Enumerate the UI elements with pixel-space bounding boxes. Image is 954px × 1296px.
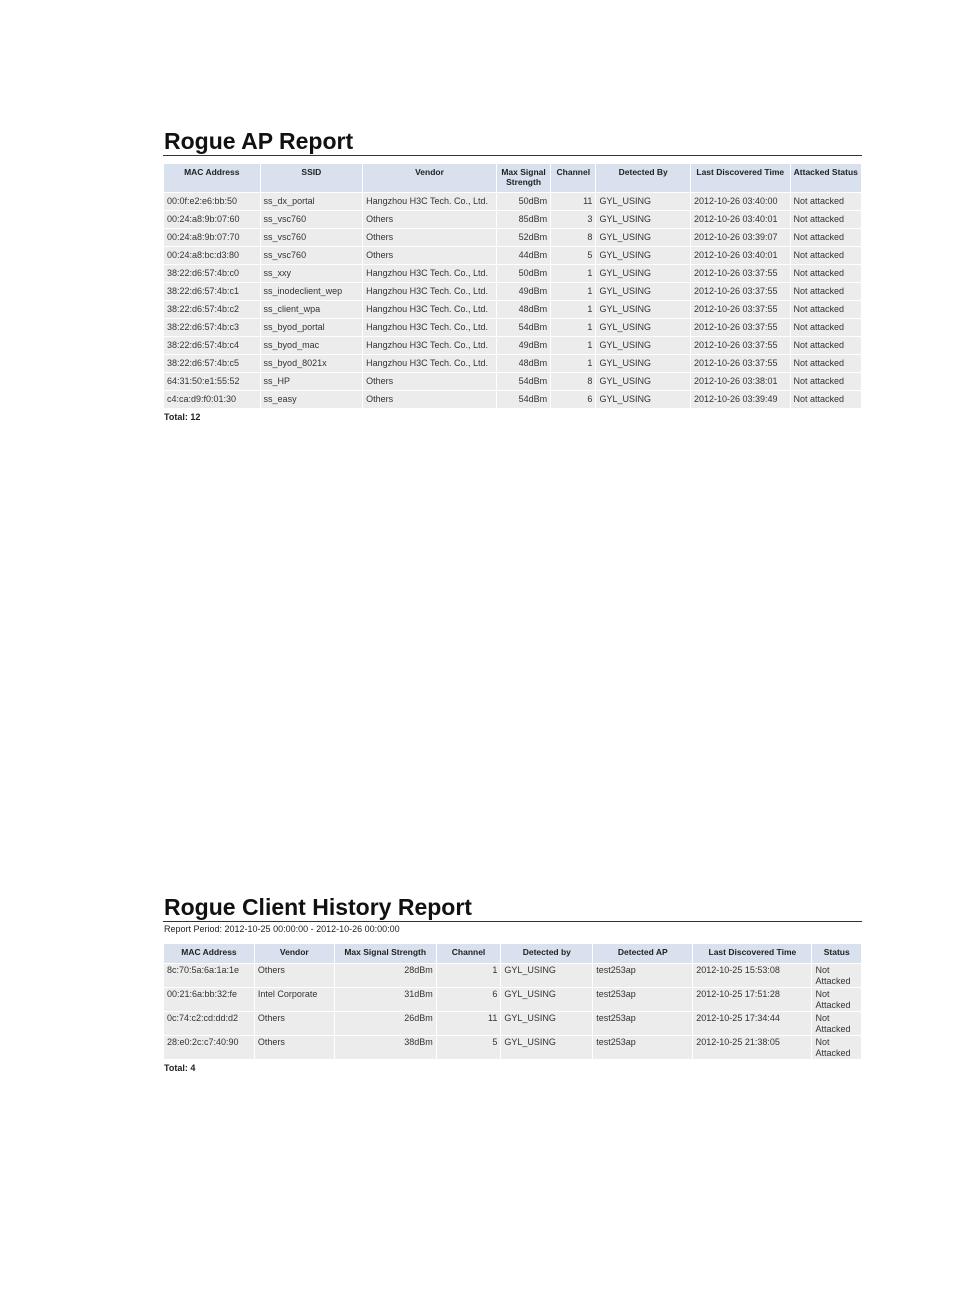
last-discovered-cell: 2012-10-26 03:37:55 xyxy=(691,355,790,372)
table-row xyxy=(164,229,861,246)
table-row xyxy=(164,355,861,372)
table-header-row xyxy=(164,944,861,963)
last-discovered-cell: 2012-10-26 03:37:55 xyxy=(691,337,790,354)
detected-by-cell: GYL_USING xyxy=(596,391,690,408)
vendor-cell: Others xyxy=(363,247,496,264)
report-title: Rogue AP Report xyxy=(163,127,862,156)
channel-cell: 1 xyxy=(551,319,595,336)
mac-address-cell: 38:22:d6:57:4b:c3 xyxy=(164,319,260,336)
column-header: Detected By xyxy=(596,164,690,192)
signal-cell: 48dBm xyxy=(497,301,550,318)
channel-cell: 1 xyxy=(551,337,595,354)
last-discovered-cell: 2012-10-26 03:39:07 xyxy=(691,229,790,246)
last-discovered-cell: 2012-10-26 03:37:55 xyxy=(691,283,790,300)
ssid-cell: ss_xxy xyxy=(261,265,363,282)
table-header-row xyxy=(164,164,861,192)
channel-cell: 1 xyxy=(551,355,595,372)
last-discovered-cell: 2012-10-25 17:51:28 xyxy=(693,988,811,1011)
table-row xyxy=(164,247,861,264)
last-discovered-cell: 2012-10-26 03:40:01 xyxy=(691,247,790,264)
ssid-cell: ss_vsc760 xyxy=(261,247,363,264)
column-header: Channel xyxy=(437,944,501,963)
attacked-status-cell: Not attacked xyxy=(791,247,861,264)
detected-ap-cell: test253ap xyxy=(593,988,692,1011)
vendor-cell: Others xyxy=(363,211,496,228)
detected-by-cell: GYL_USING xyxy=(596,301,690,318)
attacked-status-cell: Not attacked xyxy=(791,337,861,354)
mac-address-cell: 64:31:50:e1:55:52 xyxy=(164,373,260,390)
detected-by-cell: GYL_USING xyxy=(501,988,592,1011)
signal-cell: 31dBm xyxy=(335,988,436,1011)
column-header: Detected AP xyxy=(593,944,692,963)
status-cell: Not Attacked xyxy=(812,1012,861,1035)
table-row xyxy=(164,283,861,300)
table-row xyxy=(164,1012,861,1035)
ssid-cell: ss_byod_mac xyxy=(261,337,363,354)
mac-address-cell: 00:24:a8:9b:07:60 xyxy=(164,211,260,228)
detected-ap-cell: test253ap xyxy=(593,964,692,987)
ssid-cell: ss_easy xyxy=(261,391,363,408)
channel-cell: 11 xyxy=(551,193,595,210)
table-row xyxy=(164,319,861,336)
signal-cell: 44dBm xyxy=(497,247,550,264)
ssid-cell: ss_vsc760 xyxy=(261,211,363,228)
vendor-cell: Hangzhou H3C Tech. Co., Ltd. xyxy=(363,337,496,354)
attacked-status-cell: Not attacked xyxy=(791,211,861,228)
mac-address-cell: 38:22:d6:57:4b:c2 xyxy=(164,301,260,318)
column-header: MAC Address xyxy=(164,944,254,963)
rogue-ap-table xyxy=(163,163,862,409)
table-row xyxy=(164,265,861,282)
detected-ap-cell: test253ap xyxy=(593,1036,692,1059)
signal-cell: 85dBm xyxy=(497,211,550,228)
mac-address-cell: 00:21:6a:bb:32:fe xyxy=(164,988,254,1011)
table-row xyxy=(164,964,861,987)
channel-cell: 11 xyxy=(437,1012,501,1035)
signal-cell: 54dBm xyxy=(497,373,550,390)
mac-address-cell: 38:22:d6:57:4b:c0 xyxy=(164,265,260,282)
attacked-status-cell: Not attacked xyxy=(791,391,861,408)
attacked-status-cell: Not attacked xyxy=(791,301,861,318)
vendor-cell: Hangzhou H3C Tech. Co., Ltd. xyxy=(363,283,496,300)
signal-cell: 38dBm xyxy=(335,1036,436,1059)
vendor-cell: Hangzhou H3C Tech. Co., Ltd. xyxy=(363,193,496,210)
mac-address-cell: 00:24:a8:9b:07:70 xyxy=(164,229,260,246)
ssid-cell: ss_vsc760 xyxy=(261,229,363,246)
signal-cell: 49dBm xyxy=(497,337,550,354)
channel-cell: 8 xyxy=(551,229,595,246)
vendor-cell: Intel Corporate xyxy=(255,988,334,1011)
table-row xyxy=(164,988,861,1011)
column-header: Last Discovered Time xyxy=(693,944,811,963)
last-discovered-cell: 2012-10-26 03:37:55 xyxy=(691,319,790,336)
vendor-cell: Hangzhou H3C Tech. Co., Ltd. xyxy=(363,319,496,336)
last-discovered-cell: 2012-10-25 17:34:44 xyxy=(693,1012,811,1035)
detected-by-cell: GYL_USING xyxy=(596,265,690,282)
signal-cell: 48dBm xyxy=(497,355,550,372)
detected-by-cell: GYL_USING xyxy=(596,193,690,210)
detected-by-cell: GYL_USING xyxy=(596,211,690,228)
attacked-status-cell: Not attacked xyxy=(791,193,861,210)
channel-cell: 6 xyxy=(551,391,595,408)
detected-by-cell: GYL_USING xyxy=(596,337,690,354)
signal-cell: 50dBm xyxy=(497,265,550,282)
vendor-cell: Hangzhou H3C Tech. Co., Ltd. xyxy=(363,301,496,318)
column-header: Attacked Status xyxy=(791,164,861,192)
ssid-cell: ss_inodeclient_wep xyxy=(261,283,363,300)
channel-cell: 1 xyxy=(551,283,595,300)
mac-address-cell: c4:ca:d9:f0:01:30 xyxy=(164,391,260,408)
column-header: Channel xyxy=(551,164,595,192)
mac-address-cell: 00:24:a8:bc:d3:80 xyxy=(164,247,260,264)
column-header: Max Signal Strength xyxy=(335,944,436,963)
detected-by-cell: GYL_USING xyxy=(596,229,690,246)
table-row xyxy=(164,337,861,354)
column-header: SSID xyxy=(261,164,363,192)
signal-cell: 49dBm xyxy=(497,283,550,300)
attacked-status-cell: Not attacked xyxy=(791,373,861,390)
column-header: Vendor xyxy=(363,164,496,192)
column-header: MAC Address xyxy=(164,164,260,192)
vendor-cell: Others xyxy=(363,229,496,246)
vendor-cell: Others xyxy=(255,1012,334,1035)
status-cell: Not Attacked xyxy=(812,964,861,987)
detected-by-cell: GYL_USING xyxy=(596,247,690,264)
vendor-cell: Hangzhou H3C Tech. Co., Ltd. xyxy=(363,355,496,372)
ssid-cell: ss_dx_portal xyxy=(261,193,363,210)
signal-cell: 26dBm xyxy=(335,1012,436,1035)
attacked-status-cell: Not attacked xyxy=(791,265,861,282)
channel-cell: 3 xyxy=(551,211,595,228)
channel-cell: 8 xyxy=(551,373,595,390)
channel-cell: 5 xyxy=(437,1036,501,1059)
mac-address-cell: 38:22:d6:57:4b:c1 xyxy=(164,283,260,300)
column-header: Status xyxy=(812,944,861,963)
table-row xyxy=(164,373,861,390)
ssid-cell: ss_HP xyxy=(261,373,363,390)
report-title: Rogue Client History Report xyxy=(163,893,862,922)
channel-cell: 5 xyxy=(551,247,595,264)
channel-cell: 1 xyxy=(551,265,595,282)
attacked-status-cell: Not attacked xyxy=(791,229,861,246)
status-cell: Not Attacked xyxy=(812,988,861,1011)
attacked-status-cell: Not attacked xyxy=(791,355,861,372)
last-discovered-cell: 2012-10-26 03:39:49 xyxy=(691,391,790,408)
channel-cell: 1 xyxy=(437,964,501,987)
total-count: Total: 4 xyxy=(164,1063,196,1073)
detected-by-cell: GYL_USING xyxy=(596,355,690,372)
total-count: Total: 12 xyxy=(164,412,201,422)
table-row xyxy=(164,1036,861,1059)
detected-by-cell: GYL_USING xyxy=(596,283,690,300)
rogue-client-history-report xyxy=(163,893,862,1073)
mac-address-cell: 38:22:d6:57:4b:c5 xyxy=(164,355,260,372)
last-discovered-cell: 2012-10-26 03:40:00 xyxy=(691,193,790,210)
mac-address-cell: 8c:70:5a:6a:1a:1e xyxy=(164,964,254,987)
signal-cell: 52dBm xyxy=(497,229,550,246)
signal-cell: 54dBm xyxy=(497,319,550,336)
ssid-cell: ss_byod_8021x xyxy=(261,355,363,372)
signal-cell: 54dBm xyxy=(497,391,550,408)
status-cell: Not Attacked xyxy=(812,1036,861,1059)
rogue-ap-report xyxy=(163,127,862,422)
last-discovered-cell: 2012-10-26 03:38:01 xyxy=(691,373,790,390)
mac-address-cell: 38:22:d6:57:4b:c4 xyxy=(164,337,260,354)
mac-address-cell: 00:0f:e2:e6:bb:50 xyxy=(164,193,260,210)
vendor-cell: Hangzhou H3C Tech. Co., Ltd. xyxy=(363,265,496,282)
table-row xyxy=(164,391,861,408)
table-row xyxy=(164,211,861,228)
column-header: Max Signal Strength xyxy=(497,164,550,192)
ssid-cell: ss_byod_portal xyxy=(261,319,363,336)
column-header: Detected by xyxy=(501,944,592,963)
last-discovered-cell: 2012-10-25 21:38:05 xyxy=(693,1036,811,1059)
mac-address-cell: 28:e0:2c:c7:40:90 xyxy=(164,1036,254,1059)
attacked-status-cell: Not attacked xyxy=(791,283,861,300)
detected-by-cell: GYL_USING xyxy=(501,964,592,987)
channel-cell: 1 xyxy=(551,301,595,318)
table-row xyxy=(164,193,861,210)
rogue-client-table xyxy=(163,943,862,1060)
signal-cell: 28dBm xyxy=(335,964,436,987)
ssid-cell: ss_client_wpa xyxy=(261,301,363,318)
detected-by-cell: GYL_USING xyxy=(501,1012,592,1035)
table-row xyxy=(164,301,861,318)
last-discovered-cell: 2012-10-26 03:37:55 xyxy=(691,265,790,282)
vendor-cell: Others xyxy=(363,373,496,390)
last-discovered-cell: 2012-10-25 15:53:08 xyxy=(693,964,811,987)
last-discovered-cell: 2012-10-26 03:37:55 xyxy=(691,301,790,318)
detected-by-cell: GYL_USING xyxy=(501,1036,592,1059)
detected-by-cell: GYL_USING xyxy=(596,373,690,390)
attacked-status-cell: Not attacked xyxy=(791,319,861,336)
channel-cell: 6 xyxy=(437,988,501,1011)
last-discovered-cell: 2012-10-26 03:40:01 xyxy=(691,211,790,228)
report-period: Report Period: 2012-10-25 00:00:00 - 2012-10-26 00:00:00 xyxy=(164,924,400,934)
column-header: Last Discovered Time xyxy=(691,164,790,192)
vendor-cell: Others xyxy=(363,391,496,408)
detected-ap-cell: test253ap xyxy=(593,1012,692,1035)
mac-address-cell: 0c:74:c2:cd:dd:d2 xyxy=(164,1012,254,1035)
detected-by-cell: GYL_USING xyxy=(596,319,690,336)
vendor-cell: Others xyxy=(255,964,334,987)
column-header: Vendor xyxy=(255,944,334,963)
vendor-cell: Others xyxy=(255,1036,334,1059)
signal-cell: 50dBm xyxy=(497,193,550,210)
